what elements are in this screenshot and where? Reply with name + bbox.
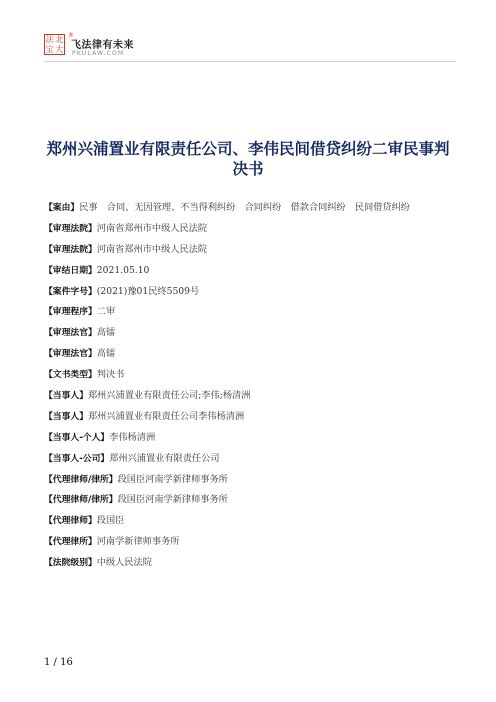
field-label: 【审理法院】 — [44, 223, 97, 234]
page-number: 1 / 16 — [44, 657, 73, 668]
field-procedure — [44, 306, 456, 327]
field-party-individual — [44, 432, 456, 453]
field-label: 【文书类型】 — [44, 370, 97, 381]
field-value: 判决书 — [96, 369, 125, 381]
field-parties — [44, 390, 456, 411]
document-title: 郑州兴浦置业有限责任公司、李伟民间借贷纠纷二审民事判决书 — [46, 140, 450, 178]
field-value: 河南省郑州市中级人民法院 — [96, 243, 208, 255]
field-value: 河南学新律师事务所 — [96, 536, 180, 548]
registered-mark: ® — [68, 32, 74, 39]
field-label: 【代理律师/律所】 — [44, 474, 118, 485]
field-value: 郑州兴浦置业有限责任公司李伟杨清洲 — [88, 410, 245, 422]
field-value: 民事 合同、无因管理、不当得利纠纷 合同纠纷 借款合同纠纷 民间借贷纠纷 — [79, 202, 410, 213]
field-label: 【当事人】 — [44, 411, 88, 422]
field-label: 【代理律所】 — [44, 537, 97, 548]
field-cause — [44, 202, 456, 223]
field-value: 高镭 — [96, 348, 116, 360]
seal-char: 宝 — [45, 45, 54, 54]
field-parties — [44, 411, 456, 432]
field-value: 2021.05.10 — [96, 264, 150, 276]
field-label: 【审理程序】 — [44, 307, 97, 318]
header-divider — [44, 61, 456, 62]
field-label: 【法院级别】 — [44, 558, 97, 569]
field-label: 【当事人-个人】 — [44, 432, 110, 443]
field-value: 中级人民法院 — [96, 557, 152, 569]
field-label: 【案件字号】 — [44, 286, 97, 297]
field-value: 段国臣河南学新律师事务所 — [117, 473, 228, 485]
field-lawyer-firm — [44, 494, 456, 515]
field-label: 【代理律师/律所】 — [44, 495, 118, 506]
seal-char: 法 — [45, 35, 54, 44]
field-court — [44, 223, 456, 244]
brand-url: PKULAW.COM — [72, 50, 125, 57]
seal-char: 大 — [55, 45, 64, 54]
field-party-company — [44, 453, 456, 474]
field-label: 【代理律师】 — [44, 516, 97, 527]
field-court — [44, 244, 456, 265]
field-judge — [44, 348, 456, 369]
field-value: 高镭 — [96, 327, 116, 339]
field-value: 郑州兴浦置业有限责任公司;李伟;杨清洲 — [88, 390, 251, 402]
field-label: 【审结日期】 — [44, 265, 97, 276]
field-value: 河南省郑州市中级人民法院 — [96, 222, 208, 234]
field-value: 段国臣河南学新律师事务所 — [117, 494, 228, 506]
field-law-firm — [44, 536, 456, 557]
field-label: 【审理法官】 — [44, 328, 97, 339]
field-value: (2021)豫01民终5509号 — [96, 285, 200, 297]
field-judge — [44, 327, 456, 348]
field-document-type — [44, 369, 456, 390]
pkulaw-seal-logo — [44, 34, 65, 55]
field-label: 【当事人-公司】 — [44, 453, 110, 464]
field-value: 段国臣 — [96, 515, 125, 527]
field-case-number — [44, 286, 456, 307]
field-judgment-date — [44, 265, 456, 286]
field-label: 【审理法院】 — [44, 244, 97, 255]
field-value: 二审 — [96, 306, 116, 318]
page-header — [44, 34, 456, 64]
field-label: 【当事人】 — [44, 391, 88, 402]
field-label: 【审理法官】 — [44, 349, 97, 360]
seal-char: 北 — [55, 35, 64, 44]
field-lawyer-firm — [44, 474, 456, 495]
field-lawyer — [44, 515, 456, 536]
case-metadata-list — [44, 202, 456, 578]
field-value: 李伟杨清洲 — [109, 431, 156, 443]
field-value: 郑州兴浦置业有限责任公司 — [109, 452, 220, 464]
field-label: 【案由】 — [44, 203, 80, 213]
field-court-level — [44, 557, 456, 578]
brand-slogan: 飞法律有未来 — [71, 40, 134, 51]
